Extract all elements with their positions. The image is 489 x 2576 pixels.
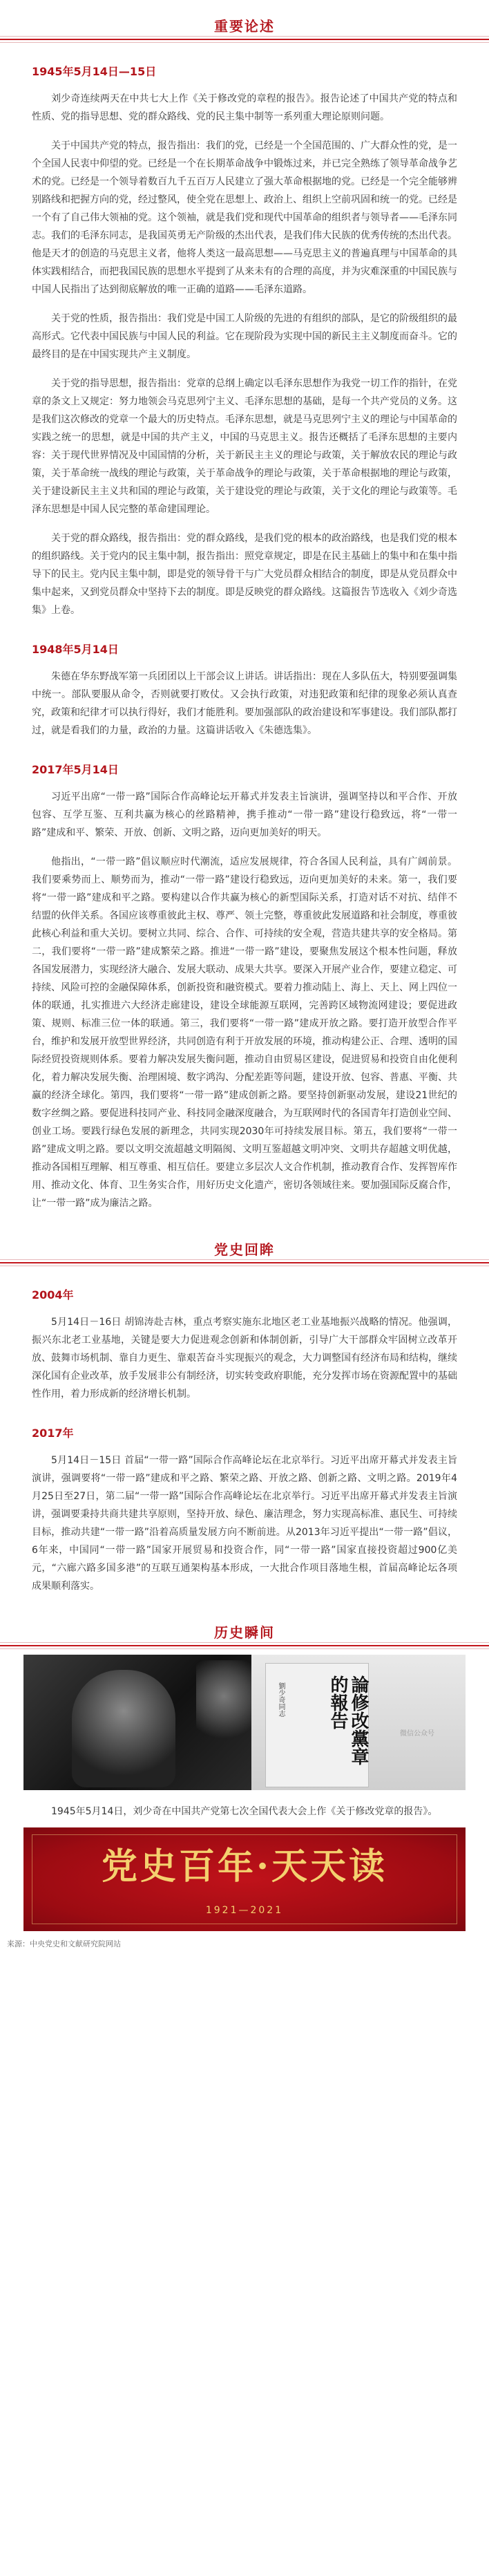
paragraph: 朱德在华东野战军第一兵团团以上干部会议上讲话。讲话指出：现在人多队伍大，特别要强调集中统一。部队要服从命令，否则就要打败仗。又会执行政策，对违犯政策和纪律的现象必须认真查究，政策和纪律才可以执行得好，我们才能胜利。要加强部队的政治建设和军事建设。我们部队都打过，就是看我们的力量，政治的力量。这篇讲话收入《朱德选集》。 <box>32 671 457 736</box>
section-title: 党史回眸 <box>214 1241 275 1258</box>
paragraph: 关于党的性质，报告指出：我们党是中国工人阶级的先进的有组织的部队，是它的阶级组织的最高形式。它代表中国民族与中国人民的利益。它在现阶段为实现中国的新民主主义制度而奋斗。它的最终目的是在中国实现共产主义制度。 <box>32 313 457 360</box>
paragraph: 关于党的指导思想，报告指出：党章的总纲上确定以毛泽东思想作为我党一切工作的指针，在党章的条文上又规定：努力地领会马克思列宁主义、毛泽东思想的基础，是每一个共产党员的义务。这是我们这次修改的党章一个最大的历史特点。毛泽东思想，就是马克思列宁主义的理论与中国革命的实践之统一的思想，就是中国的共产主义，中国的马克思主义。报告还概括了毛泽东思想的主要内容：关于现代世界情况及中国国情的分析，关于新民主主义的理论与政策，关于解放农民的理论与政策，关于革命统一战线的理论与政策，关于革命战争的理论与政策，关于革命根据地的理论与政策，关于建设新民主主义共和国的理论与政策，关于建设党的理论与政策，关于文化的理论与政策等。毛泽东思想是中国人民完整的革命建国理论。 <box>32 378 457 515</box>
paragraph: 习近平出席“一带一路”国际合作高峰论坛开幕式并发表主旨演讲，强调坚持以和平合作、开放包容、互学互鉴、互利共赢为核心的丝路精神，携手推动“一带一路”建设行稳致远，将“一带一路”建成和平、繁荣、开放、创新、文明之路，迈向更加美好的明天。 <box>32 791 457 838</box>
book-title: 論修改黨章的報告 <box>327 1675 369 1765</box>
history-body <box>0 1287 489 1595</box>
caption-wrap <box>0 1803 489 1821</box>
book-author: 劉少奇同志 <box>277 1682 285 1717</box>
paragraph: 5月14日－15日 首届“一带一路”国际合作高峰论坛在北京举行。习近平出席开幕式并发表主旨演讲，强调要将“一带一路”建成和平之路、繁荣之路、开放之路、创新之路、文明之路。2019年4月25日至27日，第二届“一带一路”国际合作高峰论坛在北京举行。习近平出席开幕式并发表主旨演讲，强调要秉持共商共建共享原则，坚持开放、绿色、廉洁理念，努力实现高标准、惠民生、可持续目标，推动共建“一带一路”沿着高质量发展方向不断前进。从2013年习近平提出“一带一路”倡议，6年来，中国同“一带一路”国家开展贸易和投资合作，同“一带一路”国家直接投资超过900亿美元，“六廊六路多国多港”的互联互通架构基本形成，一大批合作项目落地生根，首届高峰论坛各项成果顺利落实。 <box>32 1455 457 1592</box>
section-header-history <box>0 1223 489 1265</box>
date-heading: 1945年5月14日—15日 <box>32 65 157 78</box>
banner-title: 党史百年·天天读 <box>101 1845 388 1888</box>
paragraph: 5月14日－16日 胡锦涛赴吉林，重点考察实施东北地区老工业基地振兴战略的情况。他强调，振兴东北老工业基地，关键是要大力促进观念创新和体制创新，引导广大干部群众牢固树立改革开放、鼓舞市场机制、靠自力更生、靠艰苦奋斗实现振兴的观念，大力调整国有经济布局和结构，继续深化国有企业改革，放手发展非公有制经济，切实转变政府职能，充分发挥市场在资源配置中的基础性作用，着力形成新的经济增长机制。 <box>32 1317 457 1400</box>
date-heading: 2017年 <box>32 1427 74 1440</box>
source-note: 来源：中央党史和文献研究院网站 <box>7 1939 121 1948</box>
section-divider <box>0 39 489 40</box>
banner-years: 1921—2021 <box>205 1905 284 1916</box>
date-heading: 2017年5月14日 <box>32 763 119 776</box>
section-divider <box>0 1645 489 1646</box>
section-title: 历史瞬间 <box>214 1624 275 1641</box>
paragraph: 关于中国共产党的特点，报告指出：我们的党，已经是一个全国范围的、广大群众性的党，是一个全国人民衷中仰望的党。已经是一个在长期革命战争中锻炼过来，并已完全熟练了领导革命战争艺术的党。已经是一个领导着数百九千五百万人民建立了强大革命根据地的党。已经是一个完全能够辨别路线和把握方向的党，经过整风，使全党在思想上、政治上、组织上空前巩固和统一的党。已经是一个有了自己伟大领袖的党。这个领袖，就是我们党和现代中国革命的组织者与领导者——毛泽东同志。我们的毛泽东同志，是我国英勇无产阶级的杰出代表，是我们伟大民族的优秀传统的杰出代表。他是天才的创造的马克思主义者，他将人类这一最高思想——马克思主义的普遍真理与中国革命的具体实践相结合，而把我国民族的思想水平提到了从来未有的合理的高度，并为灾难深重的中国民族与中国人民指出了达到彻底解放的唯一正确的道路——毛泽东道路。 <box>32 140 457 295</box>
banner <box>23 1827 466 1931</box>
photo-flowers <box>196 1660 251 1750</box>
portrait-figure <box>72 1670 175 1787</box>
section-title: 重要论述 <box>214 18 275 35</box>
section-header-photo <box>0 1606 489 1648</box>
date-heading: 2004年 <box>32 1288 74 1301</box>
photo-caption: 1945年5月14日，刘少奇在中国共产党第七次全国代表大会上作《关于修改党章的报告》。 <box>51 1806 438 1817</box>
photo-watermark: 微信公众号 <box>400 1730 434 1738</box>
paragraph: 他指出，“一带一路”倡议顺应时代潮流，适应发展规律，符合各国人民利益，具有广阔前景。我们要乘势而上、顺势而为，推动“一带一路”建设行稳致远，迈向更加美好的未来。第一，我们要将“一带一路”建成和平之路。要构建以合作共赢为核心的新型国际关系，打造对话不对抗、结伴不结盟的伙伴关系。各国应该尊重彼此主权、尊严、领土完整，尊重彼此发展道路和社会制度，尊重彼此核心利益和重大关切。要树立共同、综合、合作、可持续的安全观，营造共建共享的安全格局。第二，我们要将“一带一路”建成繁荣之路。推进“一带一路”建设，要聚焦发展这个根本性问题，释放各国发展潜力，实现经济大融合、发展大联动、成果大共享。要深入开展产业合作，要建立稳定、可持续、风险可控的金融保障体系，创新投资和融资模式。要着力推动陆上、海上、天上、网上四位一体的联通，扎实推进六大经济走廊建设，建设全球能源互联网，完善跨区域物流网建设；要促进政策、规则、标准三位一体的联通。第三，我们要将“一带一路”建成开放之路。要打造开放型合作平台，维护和发展开放型世界经济，共同创造有利于开放发展的环境，推动构建公正、合理、透明的国际经贸投资规则体系。要着力解决发展失衡问题，推动自由贸易区建设，促进贸易和投资自由化便利化，着力解决发展失衡、治理困境、数字鸿沟、分配差距等问题，建设开放、包容、普惠、平衡、共赢的经济全球化。第四，我们要将“一带一路”建成创新之路。要坚持创新驱动发展，建设21世纪的数字丝绸之路。要促进科技同产业、科技同金融深度融合，为互联网时代的各国青年打造创业空间、创业工场。要践行绿色发展的新理念，共同实现2030年可持续发展目标。第五，我们要将“一带一路”建成文明之路。要以文明交流超越文明隔阂、文明互鉴超越文明冲突、文明共存超越文明优越，推动各国相互理解、相互尊重、相互信任。要建立多层次人文合作机制，推动教育合作、发挥智库作用、推动文化、体育、卫生务实合作，用好历史文化遗产，密切各领域往来。要加强国际反腐合作，让“一带一路”成为廉洁之路。 <box>32 856 457 1209</box>
paragraph: 关于党的群众路线，报告指出：党的群众路线，是我们党的根本的政治路线，也是我们党的根本的组织路线。关于党内的民主集中制，报告指出：照党章规定，即是在民主基础上的集中和在集中指导下的民主。党内民主集中制，即是党的领导骨干与广大党员群众相结合的制度，即是从党员群众中集中起来，又到党员群众中坚持下去的制度。即是反映党的群众路线。这篇报告节选收入《刘少奇选集》上卷。 <box>32 533 457 616</box>
section-header-important <box>0 0 489 41</box>
paragraph: 刘少奇连续两天在中共七大上作《关于修改党的章程的报告》。报告论述了中国共产党的特点和性质、党的指导思想、党的群众路线、党的民主集中制等一系列重大理论原则问题。 <box>32 93 457 122</box>
section-divider <box>0 1262 489 1263</box>
historical-photo <box>23 1655 466 1790</box>
article-body <box>0 64 489 1212</box>
date-heading: 1948年5月14日 <box>32 643 119 656</box>
